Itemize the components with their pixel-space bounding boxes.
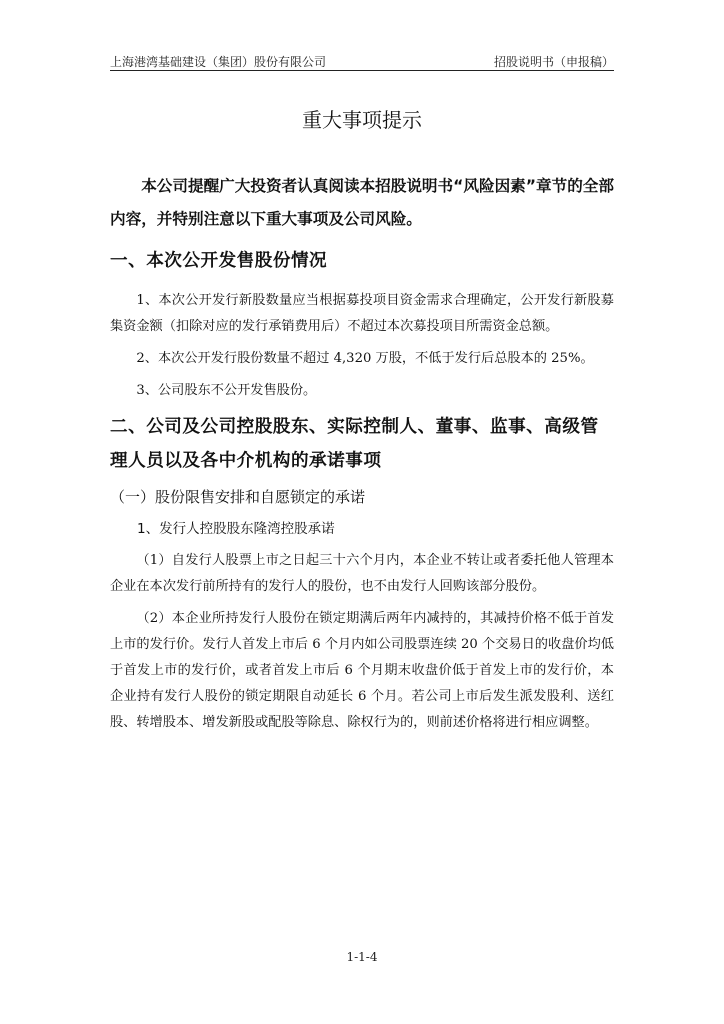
page-number: 1-1-4 (346, 950, 378, 964)
page-header (110, 50, 614, 70)
page-title: 重大事项提示 (302, 108, 422, 132)
section-1-paragraph-1: 1、本次公开发行新股数量应当根据募投项目资金需求合理确定，公开发行新股募集资金额（扣除对应的发行承销费用后）不超过本次募投项目所需资金总额。 (110, 293, 614, 334)
intro-paragraph: 本公司提醒广大投资者认真阅读本招股说明书“风险因素”章节的全部内容，并特别注意以下重大事项及公司风险。 (110, 177, 614, 228)
section-2-paragraph-1: （1）自发行人股票上市之日起三十六个月内，本企业不转让或者委托他人管理本企业在本次发行前所持有的发行人的股份，也不由发行人回购该部分股份。 (110, 553, 614, 594)
section-2-subheading: （一）股份限售安排和自愿锁定的承诺 (110, 488, 366, 506)
header-company-name: 上海港湾基础建设（集团）股份有限公司 (110, 55, 327, 69)
section-2-paragraph-2: （2）本企业所持发行人股份在锁定期满后两年内减持的，其减持价格不低于首发上市的发行价。发行人首发上市后 6 个月内如公司股票连续 20 个交易日的收盘价均低于首发上市的发行价，或者首发上市后 6 个月期末收盘价低于首发上市的发行价，本企业持有发行人股份的锁定期限自动延长 6 个月。若公司上市后发生派发股利、送红股、转增股本、增发新股或配股等除息、除权行为的，则前述价格将进行相应调整。 (110, 611, 614, 730)
header-document-type: 招股说明书（申报稿） (493, 55, 614, 69)
section-1-heading: 一、本次公开发售股份情况 (110, 251, 328, 271)
header-divider (110, 70, 614, 71)
section-2-item-heading: 1、发行人控股股东隆湾控股承诺 (137, 521, 335, 537)
document-body (110, 170, 614, 736)
section-1-paragraph-2: 2、本次公开发行股份数量不超过 4,320 万股，不低于发行后总股本的 25%。 (136, 351, 594, 366)
section-2-heading: 二、公司及公司控股股东、实际控制人、董事、监事、高级管理人员以及各中介机构的承诺事项 (110, 417, 599, 471)
section-1-paragraph-3: 3、公司股东不公开发售股份。 (136, 383, 317, 398)
